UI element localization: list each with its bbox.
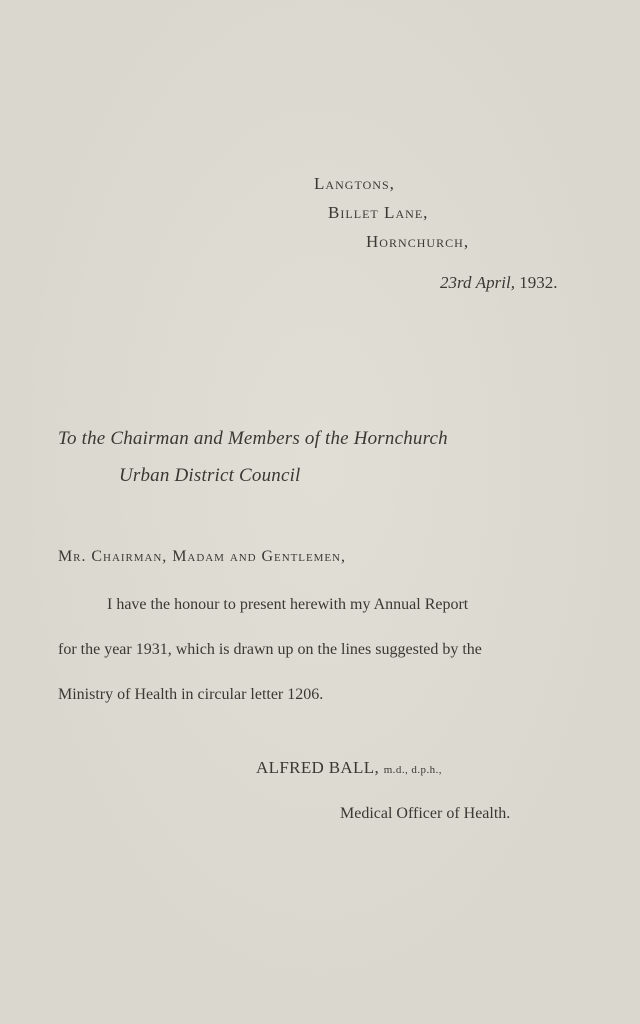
date-day: 23rd <box>440 273 472 292</box>
signature-name-text: ALFRED BALL, <box>256 758 380 777</box>
body-line-3: Ministry of Health in circular letter 1206. <box>58 686 324 703</box>
body-line-1: I have the honour to present herewith my Annual Report <box>107 596 469 613</box>
signature-name <box>256 758 442 778</box>
body-line-2: for the year 1931, which is drawn up on the lines suggested by the <box>58 641 482 658</box>
signature-title: Medical Officer of Health. <box>340 805 511 822</box>
letterhead-line-1: Langtons, <box>314 174 395 193</box>
letterhead-line-2: Billet Lane, <box>328 203 429 222</box>
letter-date <box>440 273 557 293</box>
addressee-line-1: To the Chairman and Members of the Hornchurch <box>58 428 448 449</box>
addressee-line-2: Urban District Council <box>119 465 301 486</box>
signature-degrees: m.d., d.p.h., <box>383 764 442 776</box>
date-year: 1932. <box>519 273 558 292</box>
salutation: Mr. Chairman, Madam and Gentlemen, <box>58 548 346 565</box>
date-month: April, <box>475 273 515 292</box>
letterhead-line-3: Hornchurch, <box>366 232 470 251</box>
